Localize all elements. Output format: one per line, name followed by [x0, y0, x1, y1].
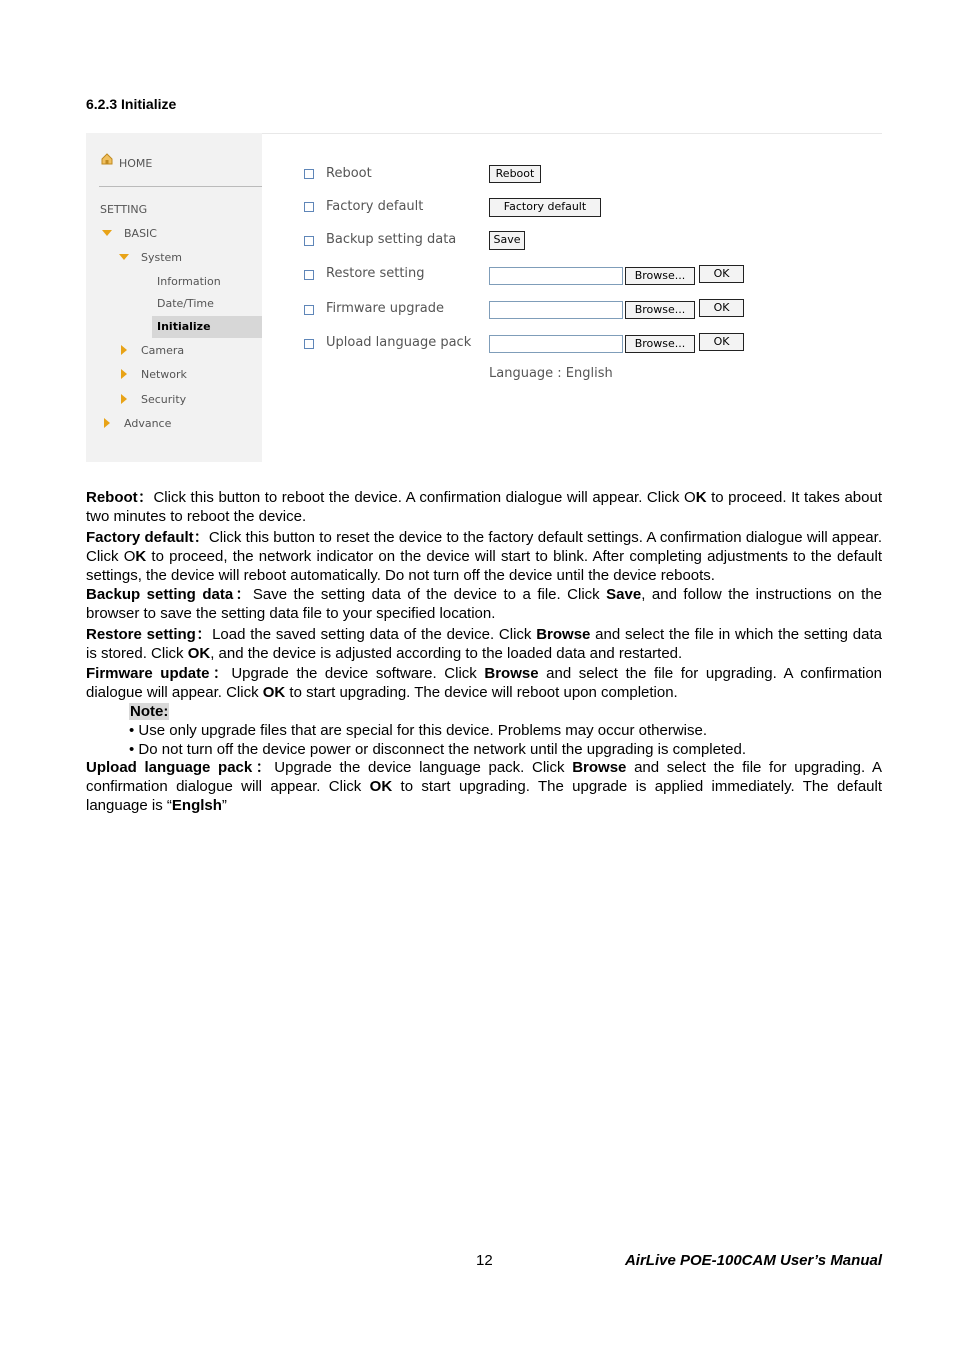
restore-text-2: and select the file in which the setting data is stored. Click [86, 626, 882, 662]
manual-title: AirLive POE-100CAM User’s Manual [624, 1252, 882, 1269]
backup-text-1: Save the setting data of the device to a file. Click [252, 586, 607, 603]
note-bullet: • Use only upgrade files that are special for this device. Problems may occur otherwise. [129, 722, 708, 739]
firmware-ok-button[interactable]: OK [699, 299, 744, 317]
backup-bold-save: Save [606, 586, 642, 603]
term-firmware: Firmware update： [86, 665, 232, 682]
reboot-description [86, 488, 882, 526]
language-file-field[interactable] [489, 335, 623, 353]
upload-bold-browse: Browse [572, 759, 627, 776]
bullet-square-icon [304, 305, 314, 315]
backup-text-2: , and follow the instructions on the browser to save the setting data file to your specified location. [86, 586, 882, 622]
term-upload-language: Upload language pack： [86, 759, 275, 776]
upload-text-3: to start upgrading. The upgrade is applied immediately. The default language is “ [86, 778, 882, 814]
option-label-backup: Backup setting data [326, 232, 457, 247]
reboot-bold-k: K [695, 489, 707, 506]
bullet-square-icon [304, 202, 314, 212]
upload-bold-lang: Englsh [171, 797, 222, 814]
nav-datetime[interactable]: Date/Time [157, 297, 214, 310]
bullet-square-icon [304, 339, 314, 349]
term-reboot: Reboot： [86, 489, 154, 506]
option-label-language-pack: Upload language pack [326, 335, 472, 350]
collapsed-arrow-icon [121, 345, 127, 355]
nav-camera[interactable]: Camera [141, 344, 185, 357]
bullet-square-icon [304, 236, 314, 246]
section-title: 6.2.3 Initialize [86, 96, 177, 112]
firmware-text-1: Upgrade the device software. Click [231, 665, 485, 682]
restore-bold-browse: Browse [536, 626, 591, 643]
collapsed-arrow-icon [104, 418, 110, 428]
nav-initialize[interactable]: Initialize [157, 320, 211, 333]
nav-setting-heading: SETTING [100, 203, 148, 216]
firmware-bold-ok: OK [262, 684, 286, 701]
factory-bold-k: K [135, 548, 147, 565]
restore-bold-ok: OK [187, 645, 211, 662]
restore-description [86, 625, 882, 663]
nav-information[interactable]: Information [157, 275, 221, 288]
note-bullet: • Do not turn off the device power or disconnect the network until the upgrading is completed. [129, 741, 746, 758]
upload-text-1: Upgrade the device language pack. Click [274, 759, 573, 776]
collapsed-arrow-icon [121, 369, 127, 379]
note-label: Note: [130, 703, 169, 720]
firmware-text-2: and select the file for upgrading. A confirmation dialogue will appear. Click [86, 665, 883, 701]
term-backup: Backup setting data： [86, 586, 253, 603]
page-number: 12 [476, 1252, 493, 1269]
save-button[interactable]: Save [489, 231, 525, 250]
reboot-text-2: to proceed. It takes about two minutes to reboot the device. [86, 489, 882, 525]
firmware-text-3: to start upgrading. The device will reboot upon completion. [285, 684, 678, 701]
language-status: Language : English [489, 366, 613, 381]
restore-ok-button[interactable]: OK [699, 265, 744, 283]
firmware-description [86, 664, 882, 702]
home-icon [101, 153, 113, 165]
bullet-square-icon [304, 270, 314, 280]
upload-language-description [86, 758, 882, 815]
nav-security[interactable]: Security [141, 393, 187, 406]
restore-file-field[interactable] [489, 267, 623, 285]
collapsed-arrow-icon [121, 394, 127, 404]
restore-text-3: , and the device is adjusted according to the loaded data and restarted. [210, 645, 683, 662]
expanded-arrow-icon [119, 254, 129, 260]
upload-text-2: and select the file for upgrading. A confirmation dialogue will appear. Click [86, 759, 882, 795]
nav-divider [99, 186, 262, 187]
upload-bold-ok: OK [369, 778, 393, 795]
firmware-bold-browse: Browse [484, 665, 539, 682]
term-restore: Restore setting： [86, 626, 213, 643]
restore-text-1: Load the saved setting data of the device. Click [212, 626, 537, 643]
nav-system[interactable]: System [141, 251, 183, 264]
option-label-reboot: Reboot [326, 166, 372, 181]
bullet-square-icon [304, 169, 314, 179]
reboot-text-1: Click this button to reboot the device. A confirmation dialogue will appear. Click O [153, 489, 696, 506]
nav-basic[interactable]: BASIC [124, 227, 157, 240]
backup-description [86, 585, 882, 623]
firmware-file-field[interactable] [489, 301, 623, 319]
firmware-browse-button[interactable]: Browse... [625, 301, 695, 319]
reboot-button[interactable]: Reboot [489, 165, 541, 183]
term-factory-default: Factory default： [86, 529, 209, 546]
nav-network[interactable]: Network [141, 368, 187, 381]
nav-home[interactable]: HOME [119, 157, 153, 170]
language-browse-button[interactable]: Browse... [625, 335, 695, 353]
factory-text-2: to proceed, the network indicator on the device will start to blink. After completing adjustments to the default settings, the device will reboot automatically. Do not turn off the device until the device reboots. [86, 548, 882, 584]
option-label-restore: Restore setting [326, 266, 425, 281]
factory-text-1: Click this button to reset the device to the factory default settings. A confirmation dialogue will appear. Click O [86, 529, 882, 565]
factory-default-button[interactable]: Factory default [489, 198, 601, 217]
restore-browse-button[interactable]: Browse... [625, 267, 695, 285]
expanded-arrow-icon [102, 230, 112, 236]
option-label-firmware: Firmware upgrade [326, 301, 445, 316]
factory-default-description [86, 528, 882, 585]
nav-advance[interactable]: Advance [124, 417, 172, 430]
option-label-factory-default: Factory default [326, 199, 424, 214]
language-ok-button[interactable]: OK [699, 333, 744, 351]
upload-text-4: ” [221, 797, 227, 814]
screenshot-divider [262, 133, 882, 134]
